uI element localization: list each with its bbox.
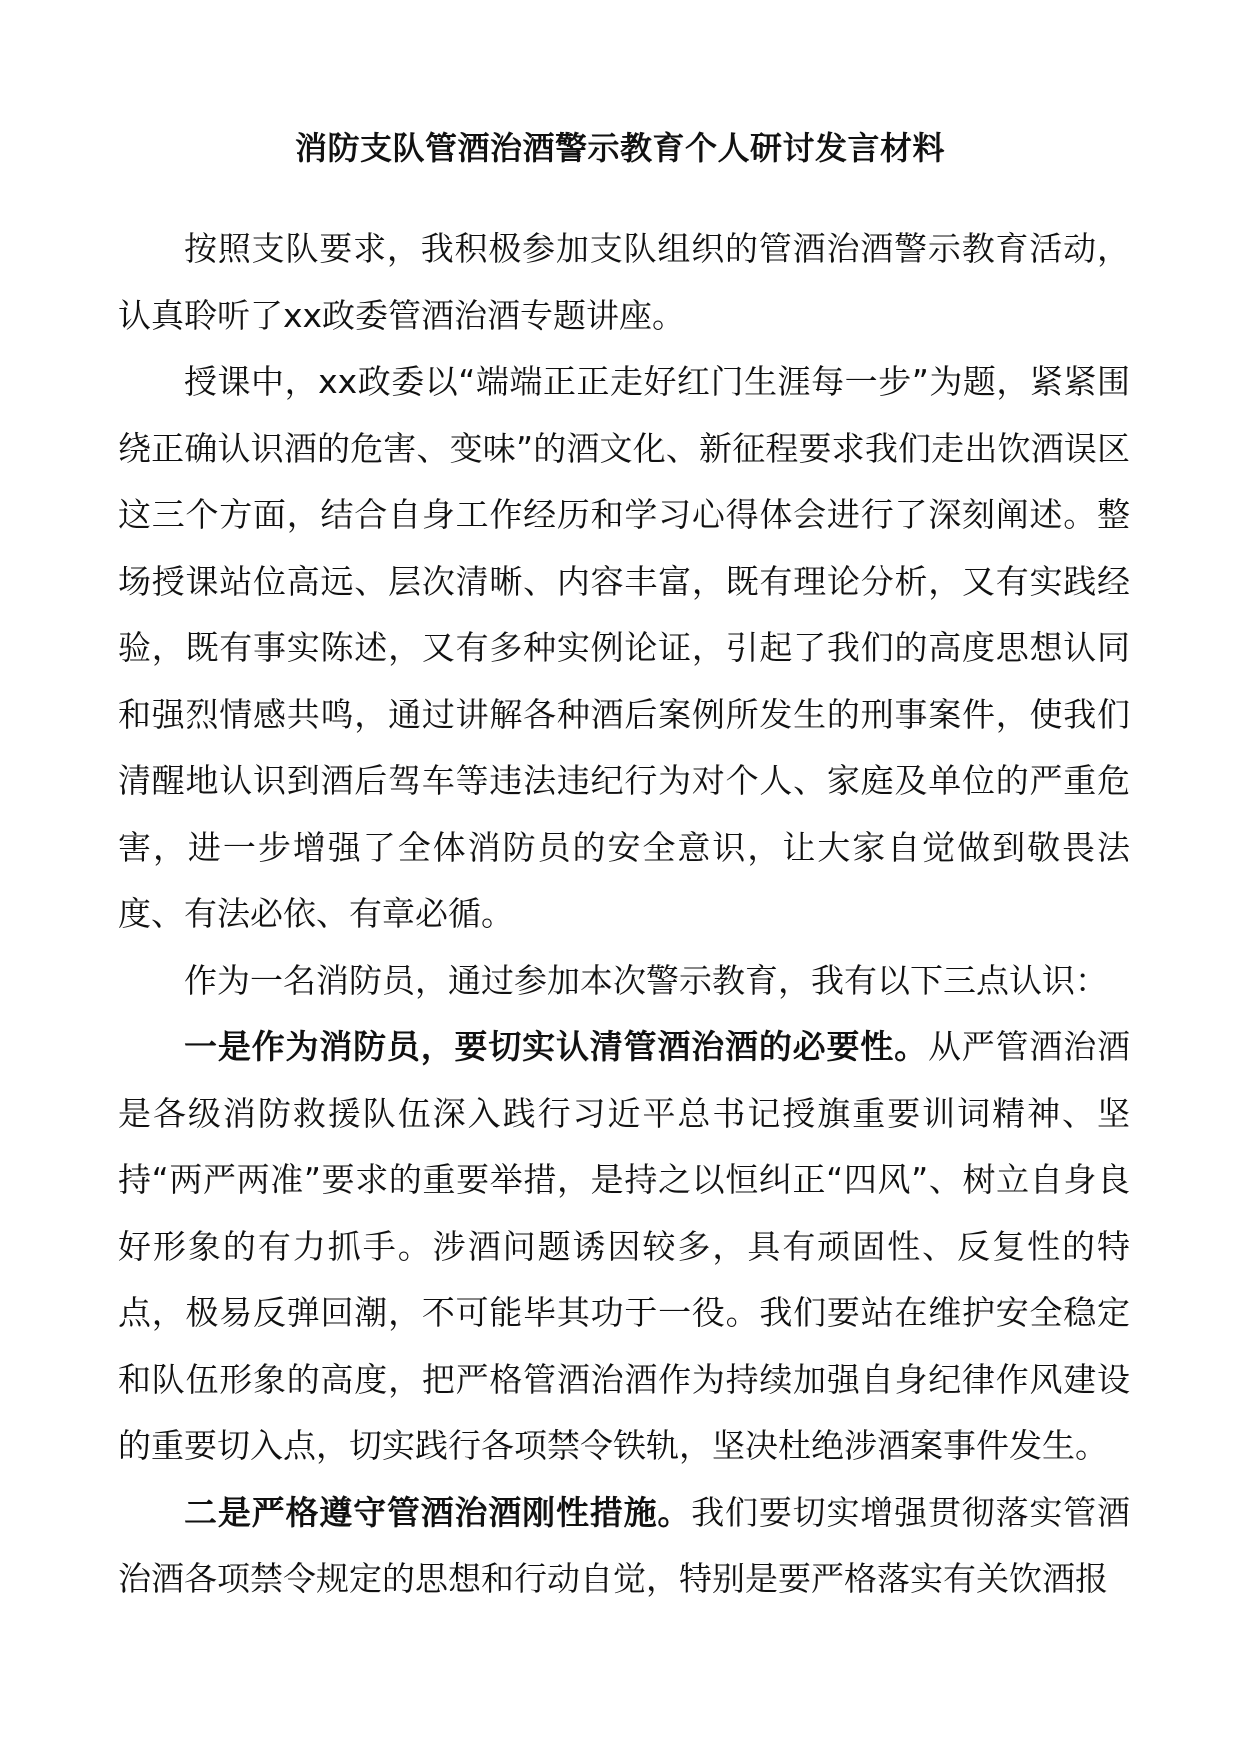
paragraph-text: 我们要切实增强贯彻落实管酒治酒各项禁令规定的思想和行动自觉，特别是要严格落实有关饮酒报 (118, 1492, 1131, 1598)
paragraph-lecture-summary (118, 349, 1130, 948)
paragraph-intro (118, 216, 1130, 349)
document-body (118, 216, 1130, 1613)
paragraph-point-two (118, 1480, 1130, 1613)
paragraph-text: 从严管酒治酒是各级消防救援队伍深入践行习近平总书记授旗重要训词精神、坚持“两严两准”要求的重要举措，是持之以恒纠正“四风”、树立自身良好形象的有力抓手。涉酒问题诱因较多，具有顽固性、反复性的特点，极易反弹回潮，不可能毕其功于一役。我们要站在维护安全稳定和队伍形象的高度，把严格管酒治酒作为持续加强自身纪律作风建设的重要切入点，切实践行各项禁令铁轨，坚决杜绝涉酒案事件发生。 (118, 1027, 1131, 1465)
paragraph-point-one (118, 1014, 1130, 1480)
paragraph-three-points-intro (118, 948, 1130, 1015)
document-title: 消防支队管酒治酒警示教育个人研讨发言材料 (294, 129, 945, 167)
paragraph-text: 授课中，xx政委以“端端正正走好红门生涯每一步”为题，紧紧围绕正确认识酒的危害、变味”的酒文化、新征程要求我们走出饮酒误区这三个方面，结合自身工作经历和学习心得体会进行了深刻阐述。整场授课站位高远、层次清晰、内容丰富，既有理论分析，又有实践经验，既有事实陈述，又有多种实例论证，引起了我们的高度思想认同和强烈情感共鸣，通过讲解各种酒后案例所发生的刑事案件，使我们清醒地认识到酒后驾车等违法违纪行为对个人、家庭及单位的严重危害，进一步增强了全体消防员的安全意识，让大家自觉做到敬畏法度、有法必依、有章必循。 (118, 362, 1130, 933)
paragraph-lead-heading: 二是严格遵守管酒治酒刚性措施。 (184, 1492, 692, 1532)
paragraph-text: 按照支队要求，我积极参加支队组织的管酒治酒警示教育活动，认真聆听了xx政委管酒治酒专题讲座。 (118, 229, 1130, 335)
paragraph-text: 作为一名消防员，通过参加本次警示教育，我有以下三点认识： (184, 960, 1108, 1000)
paragraph-lead-heading: 一是作为消防员，要切实认清管酒治酒的必要性。 (184, 1027, 928, 1066)
